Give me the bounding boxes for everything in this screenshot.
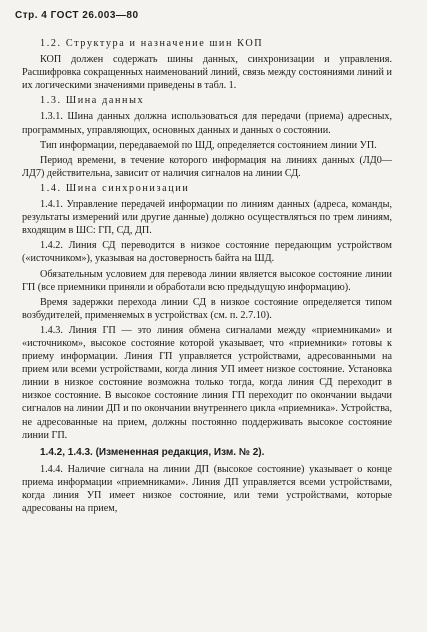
paragraph: 1.4.4. Наличие сигнала на линии ДП (высокое состояние) указывает о конце приема информации «приемниками». Линия ДП управляется всеми устройствами, когда линия УП имеет низкое состояние, или теми устройствами, которые адресованы на прием, (22, 463, 392, 515)
paragraph: КОП должен содержать шины данных, синхронизации и управления. Расшифровка сокращенных наименований линий, связь между состояниями линий и их логическими значениями приведены в табл. 1. (22, 54, 392, 92)
document-body (22, 37, 392, 517)
paragraph: Время задержки перехода линии СД в низкое состояние определяется типом возбудителей, применяемых в устройствах (см. п. 2.7.10). (22, 296, 392, 321)
section-heading: 1.3. Шина данных (40, 95, 145, 107)
page-header: Стр. 4 ГОСТ 26.003—80 (15, 10, 139, 21)
amendment-note: 1.4.2, 1.4.3. (Измененная редакция, Изм. № 2). (40, 446, 265, 458)
paragraph: 1.4.1. Управление передачей информации по линиям данных (адреса, команды, результаты измерений или другие данные) должно осуществляться по трем линиям, входящим в ШС: ГП, СД, ДП. (22, 199, 392, 237)
paragraph: 1.4.2. Линия СД переводится в низкое состояние передающим устройством («источником»), указывая на достоверность байта на ШД. (22, 240, 392, 265)
paragraph: Тип информации, передаваемой по ШД, определяется состоянием линии УП. (40, 139, 377, 151)
section-heading: 1.4. Шина синхронизации (40, 182, 190, 194)
section-heading: 1.2. Структура и назначение шин КОП (40, 38, 264, 49)
paragraph: Период времени, в течение которого информация на линиях данных (ЛД0—ЛД7) действительна, зависит от наличия сигналов на линии СД. (22, 154, 392, 179)
paragraph: 1.3.1. Шина данных должна использоваться для передачи (приема) адресных, программных, управляющих, основных данных и данных о состоянии. (22, 111, 392, 136)
paragraph: Обязательным условием для перевода линии является высокое состояние линии ГП (все приемники приняли и обработали всю предыдущую информацию). (22, 268, 392, 293)
paragraph: 1.4.3. Линия ГП — это линия обмена сигналами между «приемниками» и «источником», высокое состояние которой указывает, что «приемники» готовы к приему информации. Линия ГП управляется устройствами, адресованными на прием или всеми устройствами, когда линия УП имеет низкое состояние. Установка линии в низкое состояние возможна только тогда, когда линия СД переходит в низкое состояние. В высокое состояние линия ГП переходит по окончании выдачи сигналов на линии ДП и по окончании внутреннего цикла «приемника». Устройства, не адресованные на прием, должны постоянно поддерживать высокое состояние линии ГП. (22, 324, 392, 441)
